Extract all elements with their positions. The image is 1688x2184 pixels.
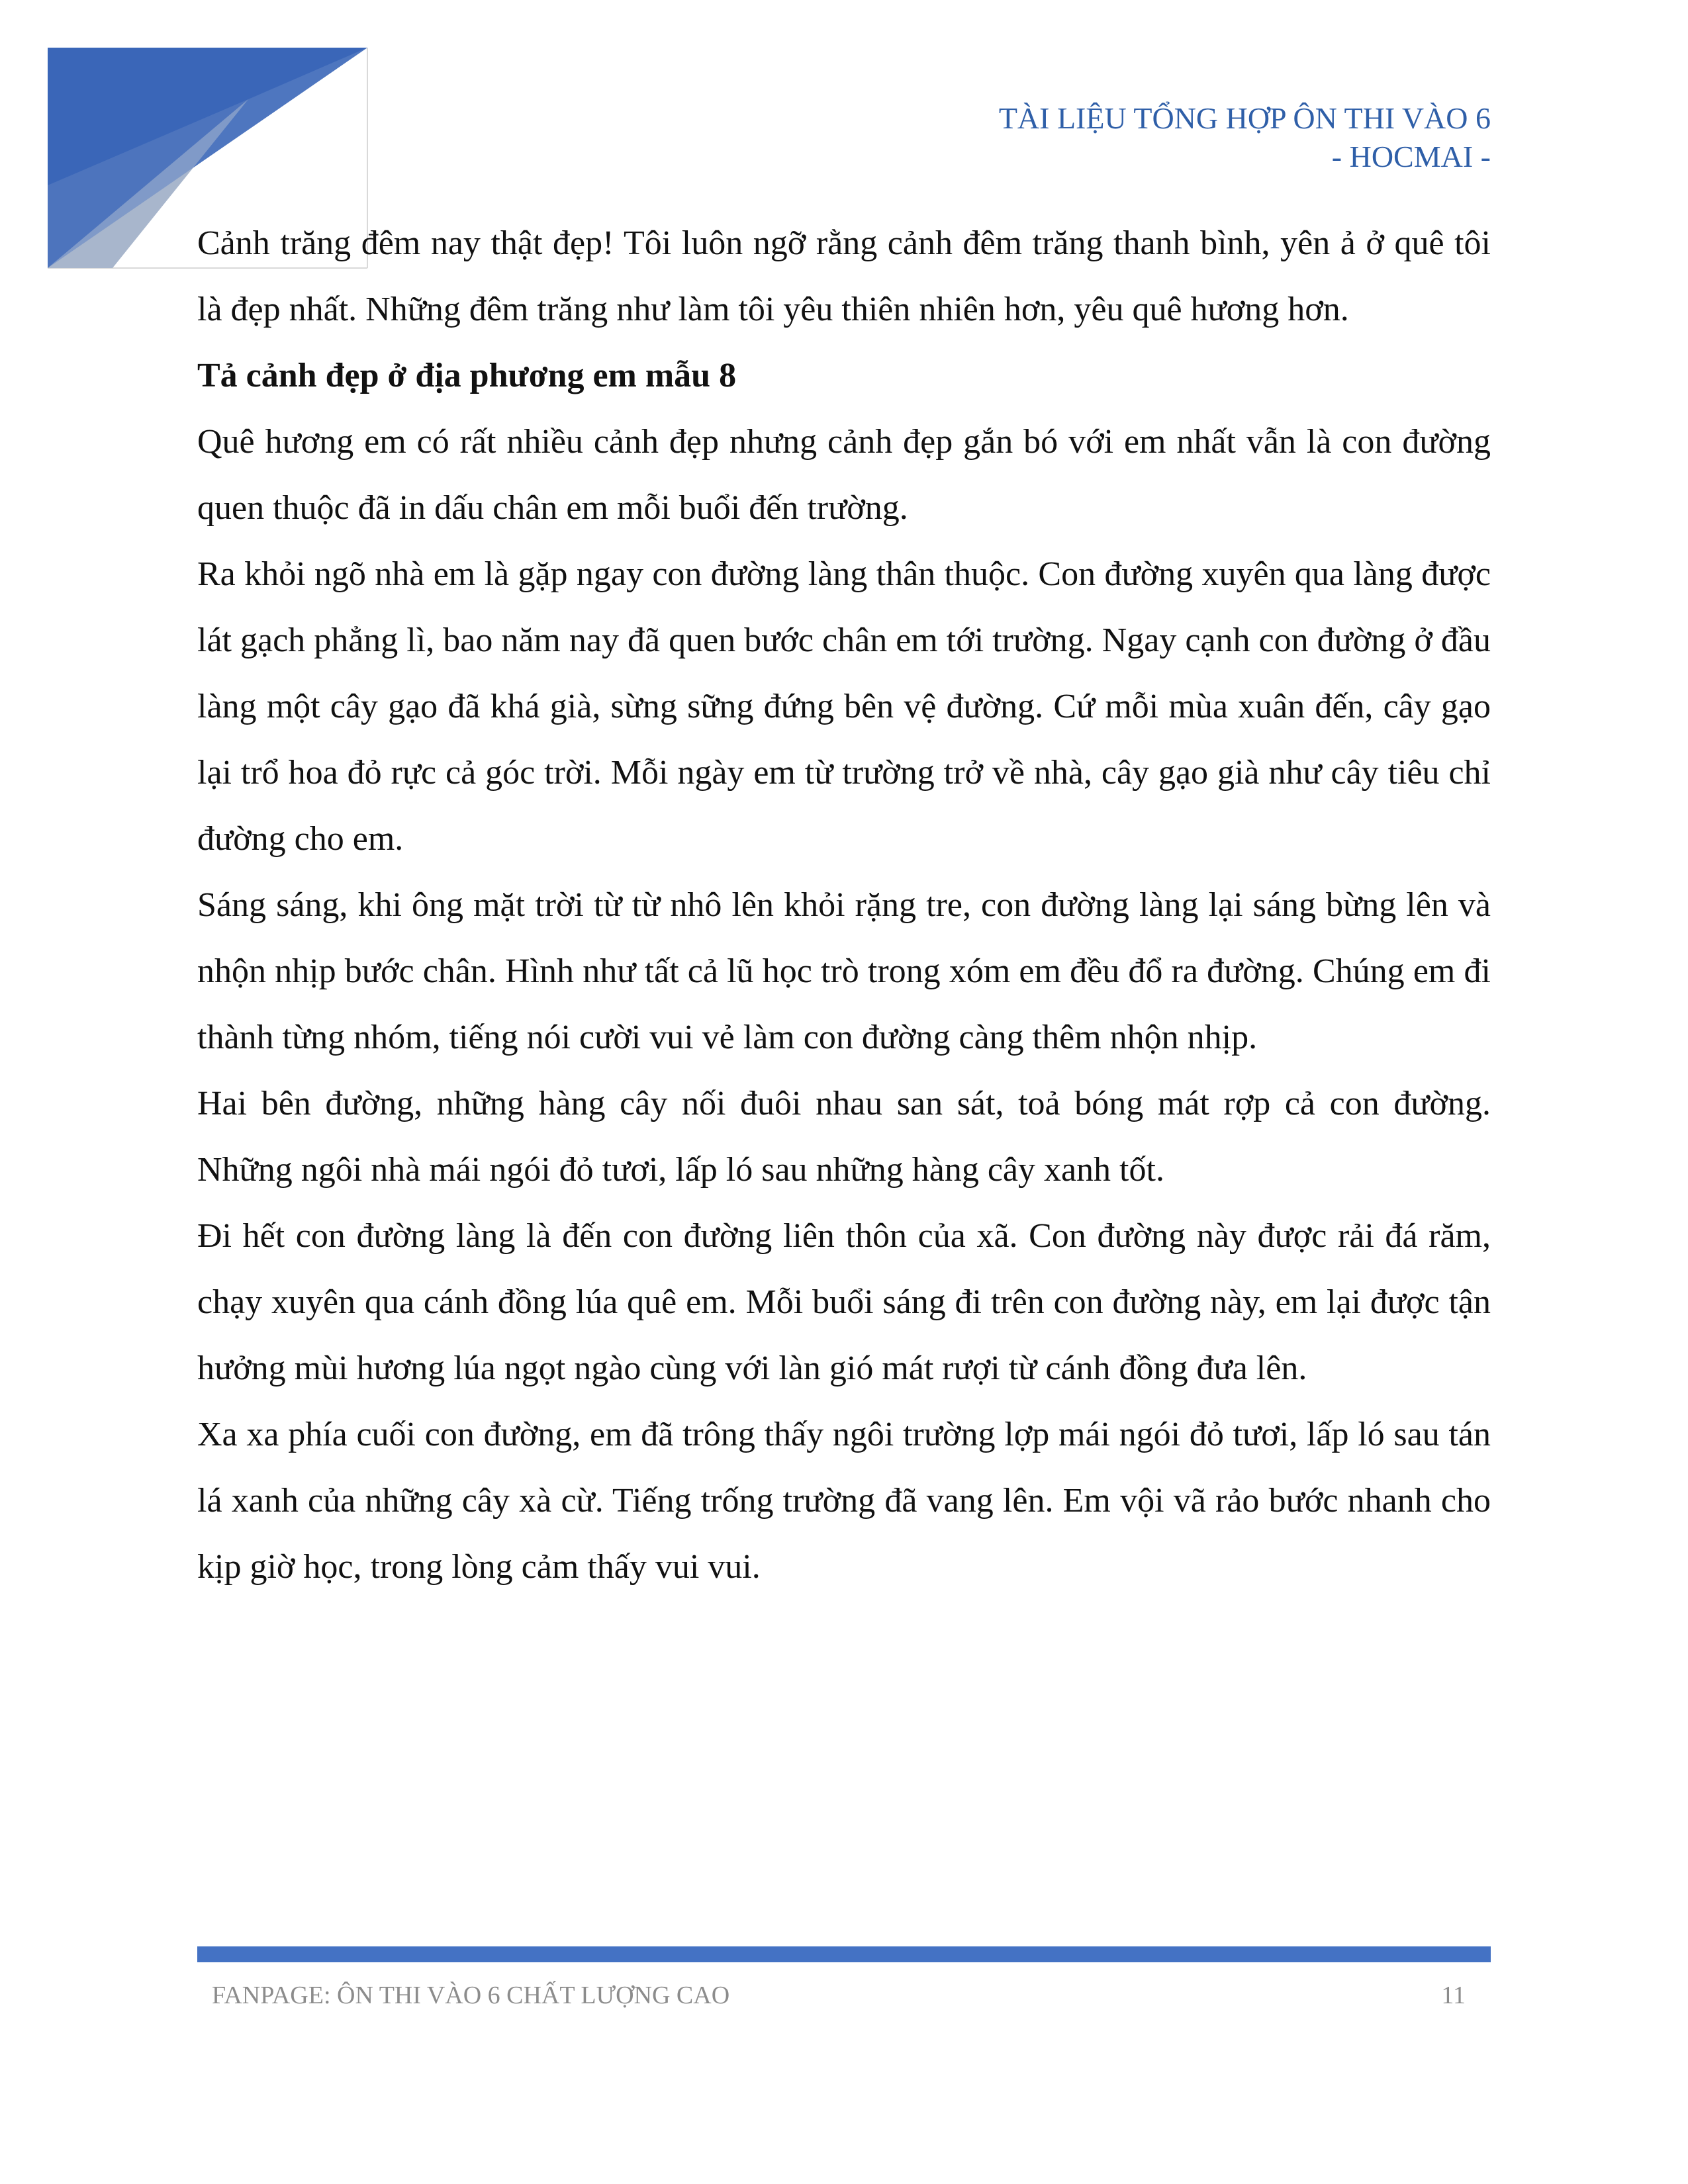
footer-divider bbox=[197, 1946, 1491, 1962]
intro-paragraph: Cảnh trăng đêm nay thật đẹp! Tôi luôn ngỡ rằng cảnh đêm trăng thanh bình, yên ả ở quê tôi là đẹp nhất. Những đêm trăng như làm tôi yêu thiên nhiên hơn, yêu quê hương hơn. bbox=[197, 224, 1491, 328]
body-paragraph: Quê hương em có rất nhiều cảnh đẹp nhưng cảnh đẹp gắn bó với em nhất vẫn là con đường quen thuộc đã in dấu chân em mỗi buổi đến trường. bbox=[197, 423, 1491, 527]
header-subtitle: - HOCMAI - bbox=[1331, 140, 1491, 173]
body-paragraph: Sáng sáng, khi ông mặt trời từ từ nhô lên khỏi rặng tre, con đường làng lại sáng bừng lên và nhộn nhịp bước chân. Hình như tất cả lũ học trò trong xóm em đều đổ ra đường. Chúng em đi thành từng nhóm, tiếng nói cười vui vẻ làm con đường càng thêm nhộn nhịp. bbox=[197, 886, 1491, 1056]
body-paragraph: Hai bên đường, những hàng cây nối đuôi nhau san sát, toả bóng mát rợp cả con đường. Những ngôi nhà mái ngói đỏ tươi, lấp ló sau những hàng cây xanh tốt. bbox=[197, 1085, 1491, 1189]
document-header bbox=[999, 99, 1491, 176]
document-body bbox=[197, 210, 1491, 1600]
header-title: TÀI LIỆU TỔNG HỢP ÔN THI VÀO 6 bbox=[998, 101, 1491, 135]
body-paragraph: Xa xa phía cuối con đường, em đã trông thấy ngôi trường lợp mái ngói đỏ tươi, lấp ló sau tán lá xanh của những cây xà cừ. Tiếng trống trường đã vang lên. Em vội vã rảo bước nhanh cho kịp giờ học, trong lòng cảm thấy vui vui. bbox=[197, 1416, 1491, 1586]
footer-fanpage: FANPAGE: ÔN THI VÀO 6 CHẤT LƯỢNG CAO bbox=[212, 1981, 730, 2009]
body-paragraph: Ra khỏi ngõ nhà em là gặp ngay con đường làng thân thuộc. Con đường xuyên qua làng được lát gạch phẳng lì, bao năm nay đã quen bước chân em tới trường. Ngay cạnh con đường ở đầu làng một cây gạo đã khá già, sừng sững đứng bên vệ đường. Cứ mỗi mùa xuân đến, cây gạo lại trổ hoa đỏ rực cả góc trời. Mỗi ngày em từ trường trở về nhà, cây gạo già như cây tiêu chỉ đường cho em. bbox=[197, 555, 1491, 858]
section-heading: Tả cảnh đẹp ở địa phương em mẫu 8 bbox=[197, 357, 737, 394]
body-paragraph: Đi hết con đường làng là đến con đường liên thôn của xã. Con đường này được rải đá răm, chạy xuyên qua cánh đồng lúa quê em. Mỗi buổi sáng đi trên con đường này, em lại được tận hưởng mùi hương lúa ngọt ngào cùng với làn gió mát rượi từ cánh đồng đưa lên. bbox=[197, 1217, 1491, 1387]
page-number: 11 bbox=[1441, 1981, 1466, 2009]
